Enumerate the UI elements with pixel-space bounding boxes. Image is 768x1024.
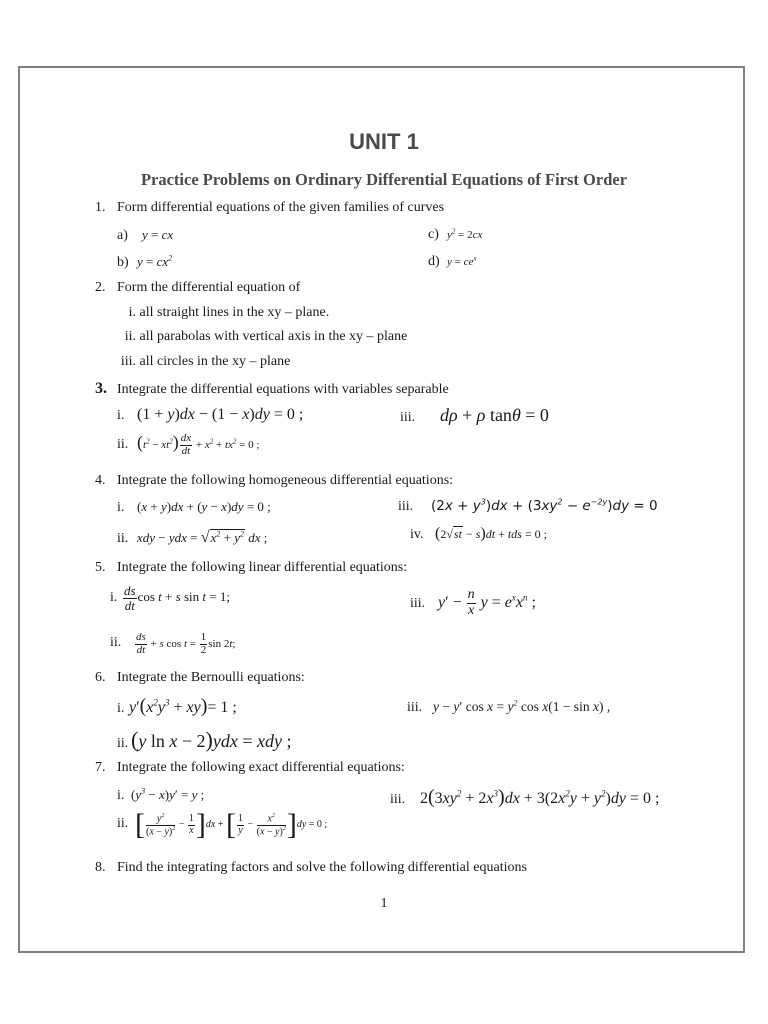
item-label: c) <box>428 227 439 242</box>
q7-item-iii <box>390 786 659 809</box>
question-text: Integrate the following homogeneous differential equations: <box>117 473 454 488</box>
q3-item-i <box>117 406 303 424</box>
equation: xdy − ydx = $√x^2 + y^2$ dx ; <box>137 529 268 546</box>
q4-item-iii <box>398 497 658 515</box>
unit-heading: UNIT 1 <box>349 129 419 154</box>
item-text: all parabolas with vertical axis in the xy – plane <box>139 329 408 344</box>
equation: dρ + ρ tanθ = 0 <box>440 405 549 425</box>
q4-item-i <box>117 499 271 516</box>
equation: $y = ce^x$ <box>447 254 477 268</box>
question-8 <box>95 860 527 876</box>
question-3 <box>95 380 449 398</box>
item-label: i. <box>117 788 125 804</box>
item-label: i. <box>117 701 125 716</box>
equation: $y^2 = 2cx$ <box>447 227 483 241</box>
q1-item-a <box>117 227 173 244</box>
item-label: i. <box>128 305 136 320</box>
question-text: Integrate the following linear differential equations: <box>117 560 408 575</box>
question-number: 2. <box>95 280 106 295</box>
question-7 <box>95 760 405 776</box>
item-label: d) <box>428 254 440 269</box>
item-label: iv. <box>410 527 424 542</box>
item-text: all straight lines in the xy – plane. <box>139 305 330 320</box>
q2-item-ii <box>110 329 407 345</box>
q1-item-d <box>428 254 476 270</box>
question-number: 5. <box>95 560 106 575</box>
q5-item-i <box>110 584 230 612</box>
q2-item-iii <box>110 354 290 370</box>
equation: [ $\frac{y^2}{(x - y)^2}$ − $\frac{1}{x}$ ]dx + [ $\frac{1}{y}$ − $\frac{x^2}{(x - y)^2}$ ]dy = 0 ; <box>135 808 328 841</box>
equation: $y = cx^2$ <box>137 254 173 270</box>
question-1 <box>95 200 444 216</box>
item-label: i. <box>117 500 125 515</box>
item-label: iii. <box>120 354 136 369</box>
q6-item-iii <box>407 698 610 716</box>
item-label: i. <box>110 589 118 605</box>
question-text: Integrate the Bernoulli equations: <box>117 670 305 685</box>
page-subtitle: Practice Problems on Ordinary Differential Equations of First Order <box>140 170 628 189</box>
item-label: a) <box>117 228 128 243</box>
equation: $y'(x^2y^3 + xy)= 1$ ; <box>129 695 237 717</box>
question-number: 1. <box>95 200 106 215</box>
question-text: Form differential equations of the given families of curves <box>117 200 445 215</box>
equation: $\frac{ds}{dt}$ + s cos t = $\frac{1}{2}$ sin 2t; <box>136 631 236 656</box>
item-label: b) <box>117 255 129 271</box>
item-label: iii. <box>398 498 414 514</box>
equation: (2√st − s)dt + tds = 0 ; <box>435 525 547 542</box>
item-label: iii. <box>400 410 416 425</box>
q1-item-c <box>428 227 482 243</box>
item-label: iii. <box>407 699 423 715</box>
question-number: 3. <box>95 380 107 397</box>
question-text: Integrate the following exact differential equations: <box>117 760 405 775</box>
question-2 <box>95 280 300 296</box>
equation: y = cx <box>142 227 174 242</box>
equation: $(2x + y^3)dx + (3xy^2 - e^{-2y})dy = 0$ <box>431 497 658 514</box>
equation: $\frac{ds}{dt}$ cos t + s sin t = 1; <box>124 583 230 613</box>
equation: y′ − $\frac{n}{x}$ $y = e^xx^n$ ; <box>438 587 536 618</box>
equation: (y ln x − 2)ydx = xdy ; <box>131 727 292 752</box>
q5-item-ii <box>110 632 235 656</box>
item-label: i. <box>117 408 125 423</box>
item-label: ii. <box>117 531 129 546</box>
question-5 <box>95 560 407 576</box>
equation: $(t^2 - xt^2)$ $\frac{dx}{dt}$ + $x^2 + tx^2 = 0$ ; <box>137 432 260 457</box>
question-text: Integrate the differential equations with variables separable <box>117 382 449 397</box>
q7-item-ii <box>117 810 327 840</box>
equation: $(y^3 - x)y' = y$ ; <box>131 787 205 803</box>
question-number: 6. <box>95 670 106 685</box>
q1-item-b <box>117 254 172 271</box>
item-label: ii. <box>110 635 122 651</box>
question-text: Form the differential equation of <box>117 280 301 295</box>
q5-item-iii <box>410 588 536 618</box>
q4-item-ii <box>117 529 267 547</box>
question-6 <box>95 670 305 686</box>
item-label: ii. <box>124 329 136 344</box>
question-number: 7. <box>95 760 106 775</box>
q6-item-i <box>117 695 237 718</box>
q2-item-i <box>110 305 329 321</box>
equation: $2(3xy^2 + 2x^3)dx + 3(2x^2y + y^2)dy = 0$ ; <box>420 786 660 808</box>
page-number: 1 <box>380 896 388 911</box>
question-number: 4. <box>95 473 106 488</box>
item-text: all circles in the xy – plane <box>139 354 291 369</box>
item-label: ii. <box>117 437 129 452</box>
q3-item-ii <box>117 432 259 458</box>
question-number: 8. <box>95 860 106 875</box>
question-4 <box>95 473 453 489</box>
equation: (1 + y)dx − (1 − x)dy = 0 ; <box>137 406 304 423</box>
equation: (x + y)dx + (y − x)dy = 0 ; <box>137 499 271 514</box>
q4-item-iv <box>410 525 547 543</box>
q7-item-i <box>117 787 204 804</box>
item-label: ii. <box>117 816 129 832</box>
q6-item-ii <box>117 727 291 753</box>
item-label: ii. <box>117 736 129 751</box>
q3-item-iii <box>400 405 549 426</box>
item-label: iii. <box>410 595 426 611</box>
question-text: Find the integrating factors and solve the following differential equations <box>117 860 527 875</box>
item-label: iii. <box>390 792 406 807</box>
equation: y − y′ $\cos x = y^2$ cos x(1 − sin x) , <box>433 698 611 714</box>
